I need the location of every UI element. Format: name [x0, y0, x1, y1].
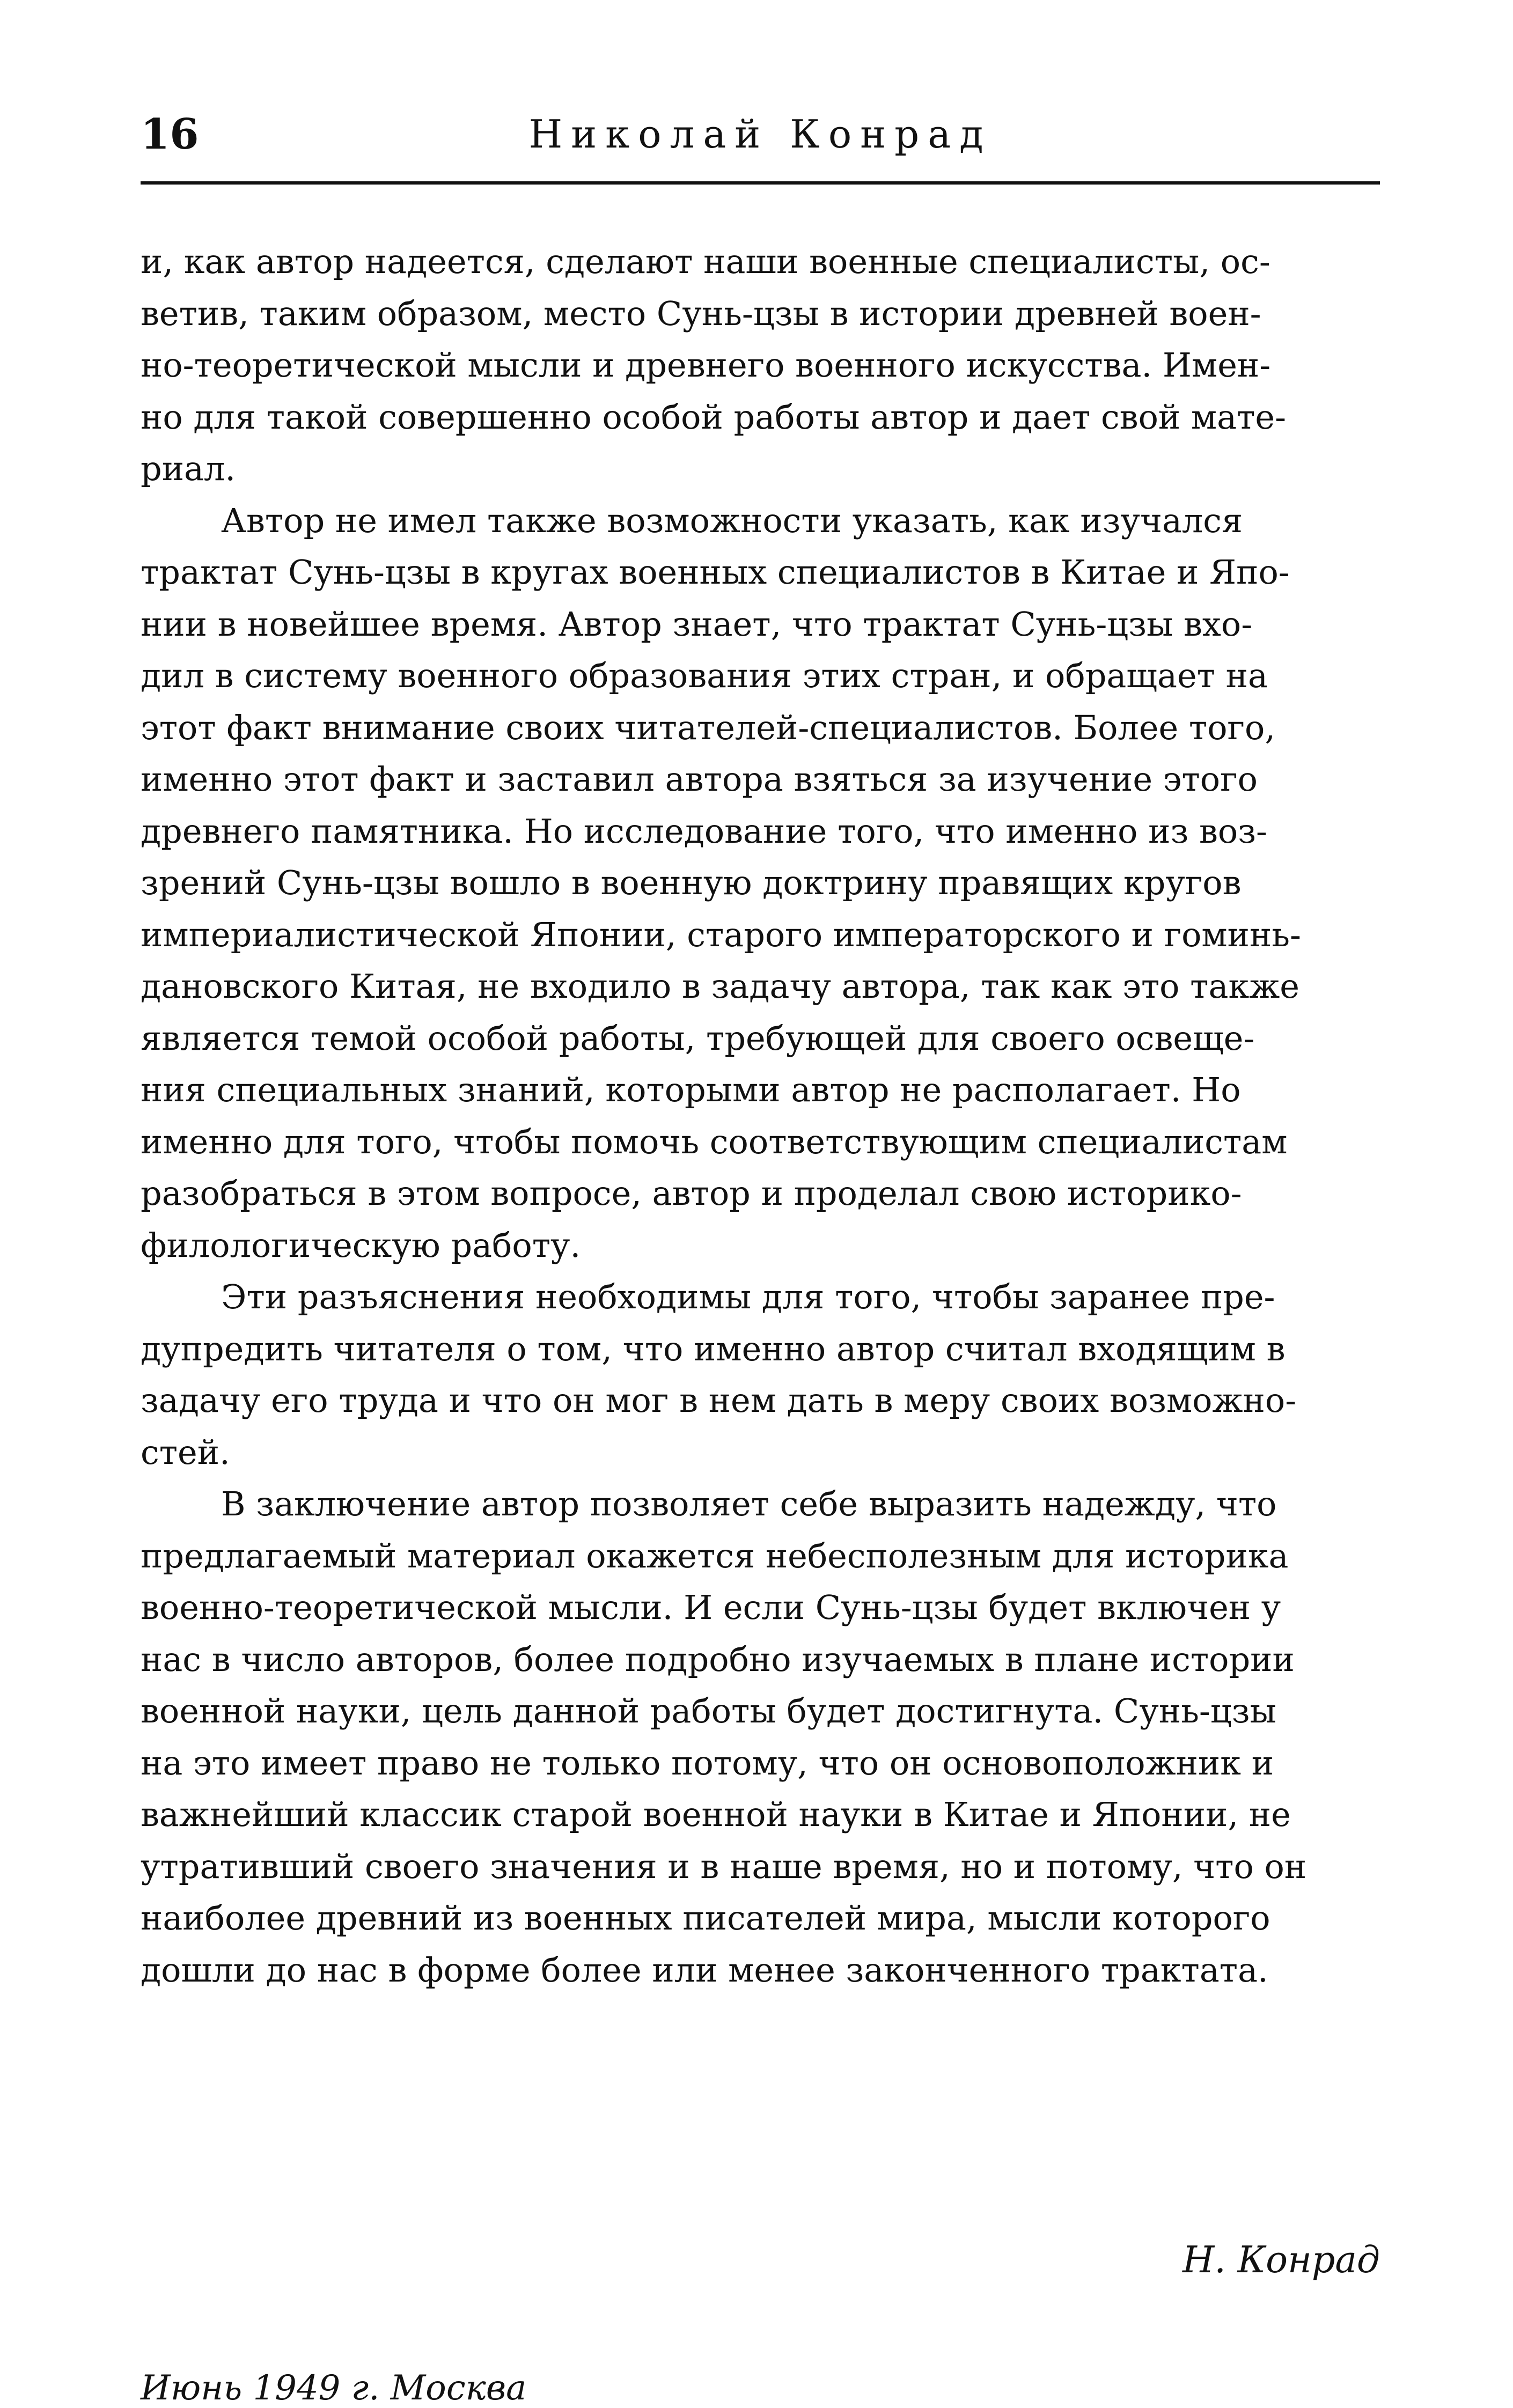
running-title: Николай Конрад — [528, 112, 992, 157]
paragraph-1: и, как автор надеется, сделают наши военные специалисты, ос- ветив, таким образом, место Сунь-цзы в истории древней воен- но-теоретической мысли и древнего военного искусства. Имен- но для такой совершенно особой работы автор и дает свой мате- риал. — [141, 242, 1287, 488]
body-text — [141, 236, 1380, 1996]
page-number: 16 — [141, 110, 199, 159]
paragraph-3: Эти разъяснения необходимы для того, чтобы заранее пре- дупредить читателя о том, что именно автор считал входящим в задачу его труда и что он мог в нем дать в меру своих возможно- стей. — [141, 1277, 1297, 1472]
header-rule — [141, 181, 1380, 185]
paragraph-2: Автор не имел также возможности указать, как изучался трактат Сунь-цзы в кругах военных специалистов в Китае и Япо- нии в новейшее время. Автор знает, что трактат Сунь-цзы вхо- дил в систему военного образования этих стран, и обращает на этот факт внимание своих читателей-специалистов. Более того, именно этот факт и заставил автора взяться за изучение этого древнего памятника. Но исследование того, что именно из воз- зрений Сунь-цзы вошло в военную доктрину правящих кругов империалистической Японии, старого императорского и гоминь- дановского Китая, не входило в задачу автора, так как это также является темой особой работы, требующей для своего освеще- ния специальных знаний, которыми автор не располагает. Но именно для того, чтобы помочь соответствующим специалистам разобраться в этом вопросе, автор и проделал свою историко- филологическую работу. — [141, 500, 1302, 1265]
author-signature: Н. Конрад — [1182, 2239, 1380, 2281]
page-header — [141, 102, 1380, 182]
book-page — [141, 102, 1380, 2408]
dateline: Июнь 1949 г. Москва — [141, 2368, 527, 2408]
paragraph-4: В заключение автор позволяет себе выразить надежду, что предлагаемый материал окажется небесполезным для историка военно-теоретической мысли. И если Сунь-цзы будет включен у нас в число авторов, более подробно изучаемых в плане истории военной науки, цель данной работы будет достигнута. Сунь-цзы на это имеет право не только потому, что он основоположник и важнейший классик старой военной науки в Китае и Японии, не утративший своего значения и в наше время, но и потому, что он наиболее древний из военных писателей мира, мысли которого дошли до нас в форме более или менее законченного трактата. — [141, 1484, 1307, 1990]
